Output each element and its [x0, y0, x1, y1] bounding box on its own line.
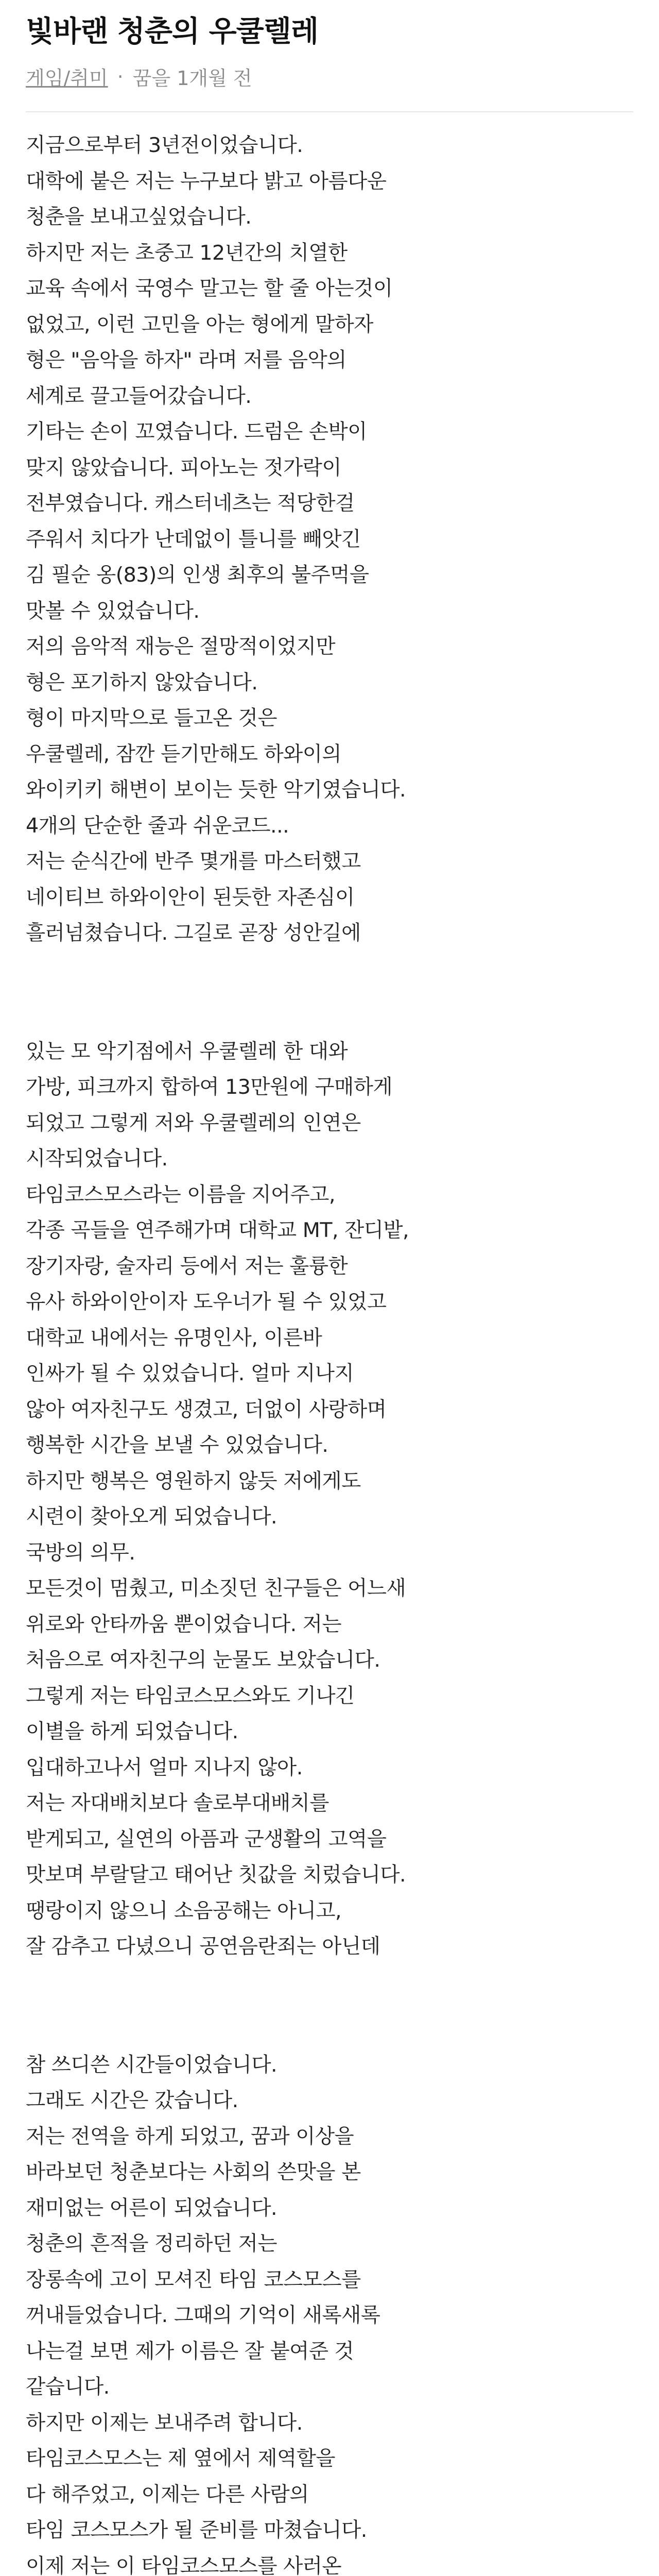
text-line: 참 쓰디쓴 시간들이었습니다.: [26, 2053, 278, 2077]
text-line: 저는 전역을 하게 되었고, 꿈과 이상을: [26, 2124, 354, 2148]
text-line: 시련이 찾아오게 되었습니다.: [26, 1505, 278, 1529]
text-line: 저는 자대배치보다 솔로부대배치를: [26, 1791, 329, 1816]
post-meta: [26, 62, 659, 91]
text-line: 지금으로부터 3년전이었습니다.: [26, 133, 303, 158]
text-line: 받게되고, 실연의 아픔과 군생활의 고역을: [26, 1827, 387, 1851]
text-line: 우쿨렐레, 잠깐 듣기만해도 하와이의: [26, 742, 342, 766]
text-line: 장롱속에 고이 모셔진 타임 코스모스를: [26, 2267, 361, 2292]
paragraph-2: [26, 1034, 638, 1965]
text-line: 각종 곡들을 연주해가며 대학교 MT, 잔디밭,: [26, 1218, 409, 1243]
text-line: 네이티브 하와이안이 된듯한 자존심이: [26, 885, 355, 909]
text-line: 다 해주었고, 이제는 다른 사람의: [26, 2482, 309, 2506]
text-line: 같습니다.: [26, 2375, 110, 2399]
category-link[interactable]: 게임/취미: [26, 67, 108, 90]
text-line: 형이 마지막으로 들고온 것은: [26, 706, 278, 731]
text-line: 청춘을 보내고싶었습니다.: [26, 205, 252, 229]
text-line: 처음으로 여자친구의 눈물도 보았습니다.: [26, 1648, 380, 1672]
text-line: 청춘의 흔적을 정리하던 저는: [26, 2232, 278, 2256]
paragraph-gap: [26, 952, 638, 1034]
text-line: 나는걸 보면 제가 이름은 잘 붙여준 것: [26, 2339, 354, 2363]
post-time: 꿈을 1개월 전: [132, 67, 252, 90]
text-line: 하지만 이제는 보내주려 합니다.: [26, 2411, 303, 2435]
text-line: 장기자랑, 술자리 등에서 저는 훌륭한: [26, 1254, 348, 1278]
text-line: 흘러넘쳤습니다. 그길로 곧장 성안길에: [26, 921, 361, 945]
text-line: 그래도 시간은 갔습니다.: [26, 2089, 238, 2113]
text-line: 꺼내들었습니다. 그때의 기억이 새록새록: [26, 2303, 380, 2328]
text-line: 4개의 단순한 줄과 쉬운코드...: [26, 814, 289, 838]
text-line: 되었고 그렇게 저와 우쿨렐레의 인연은: [26, 1111, 361, 1135]
text-line: 저의 음악적 재능은 절망적이었지만: [26, 635, 336, 659]
text-line: 입대하고나서 얼마 지나지 않아.: [26, 1755, 303, 1780]
text-line: 바라보던 청춘보다는 사회의 쓴맛을 본: [26, 2160, 361, 2184]
text-line: 이제 저는 이 타임코스모스를 사러온: [26, 2554, 342, 2576]
post-body: [26, 128, 638, 2576]
text-line: 대학에 붙은 저는 누구보다 밝고 아름다운: [26, 169, 387, 193]
text-line: 잘 감추고 다녔으니 공연음란죄는 아닌데: [26, 1935, 380, 1959]
paragraph-1: [26, 128, 638, 952]
text-line: 형은 "음악을 하자" 라며 저를 음악의: [26, 348, 346, 372]
text-line: 저는 순식간에 반주 몇개를 마스터했고: [26, 850, 361, 874]
text-line: 국방의 의무.: [26, 1540, 135, 1565]
text-line: 행복한 시간을 보낼 수 있었습니다.: [26, 1433, 328, 1458]
text-line: 가방, 피크까지 합하여 13만원에 구매하게: [26, 1075, 393, 1099]
text-line: 있는 모 악기점에서 우쿨렐레 한 대와: [26, 1039, 348, 1063]
divider: [26, 111, 633, 112]
text-line: 세계로 끌고들어갔습니다.: [26, 384, 252, 408]
text-line: 그렇게 저는 타임코스모스와도 기나긴: [26, 1684, 355, 1708]
text-line: 대학교 내에서는 유명인사, 이른바: [26, 1326, 322, 1350]
text-line: 하지만 행복은 영원하지 않듯 저에게도: [26, 1469, 361, 1493]
text-line: 교육 속에서 국영수 말고는 할 줄 아는것이: [26, 277, 393, 301]
text-line: 기타는 손이 꼬였습니다. 드럼은 손박이: [26, 420, 367, 444]
text-line: 타임코스모스라는 이름을 지어주고,: [26, 1182, 336, 1207]
text-line: 맞지 않았습니다. 피아노는 젓가락이: [26, 455, 342, 480]
text-line: 없었고, 이런 고민을 아는 형에게 말하자: [26, 312, 373, 336]
text-line: 하지만 저는 초중고 12년간의 치열한: [26, 241, 348, 265]
text-line: 주워서 치다가 난데없이 틀니를 빼앗긴: [26, 527, 361, 551]
text-line: 형은 포기하지 않았습니다.: [26, 670, 258, 694]
text-line: 와이키키 해변이 보이는 듯한 악기였습니다.: [26, 778, 406, 802]
text-line: 유사 하와이안이자 도우너가 될 수 있었고: [26, 1290, 387, 1314]
text-line: 땡랑이지 않으니 소음공해는 아니고,: [26, 1899, 342, 1923]
text-line: 맛볼 수 있었습니다.: [26, 599, 200, 623]
text-line: 시작되었습니다.: [26, 1147, 168, 1171]
text-line: 모든것이 멈췄고, 미소짓던 친구들은 어느새: [26, 1577, 406, 1601]
paragraph-3: [26, 2047, 638, 2576]
text-line: 인싸가 될 수 있었습니다. 얼마 지나지: [26, 1362, 354, 1386]
paragraph-gap: [26, 1965, 638, 2047]
text-line: 이별을 하게 되었습니다.: [26, 1720, 238, 1744]
meta-separator: ·: [117, 65, 124, 88]
text-line: 않아 여자친구도 생겼고, 더없이 사랑하며: [26, 1397, 387, 1421]
text-line: 타임코스모스는 제 옆에서 제역할을: [26, 2447, 336, 2471]
text-line: 재미없는 어른이 되었습니다.: [26, 2196, 278, 2220]
post-title: 빛바랜 청춘의 우쿨렐레: [26, 15, 318, 48]
text-line: 위로와 안타까움 뿐이었습니다. 저는: [26, 1612, 342, 1636]
text-line: 맛보며 부랄달고 태어난 칫값을 치렀습니다.: [26, 1863, 406, 1887]
text-line: 전부였습니다. 캐스터네츠는 적당한걸: [26, 492, 355, 516]
text-line: 김 필순 옹(83)의 인생 최후의 불주먹을: [26, 563, 369, 587]
text-line: 타임 코스모스가 될 준비를 마쳤습니다.: [26, 2518, 367, 2543]
